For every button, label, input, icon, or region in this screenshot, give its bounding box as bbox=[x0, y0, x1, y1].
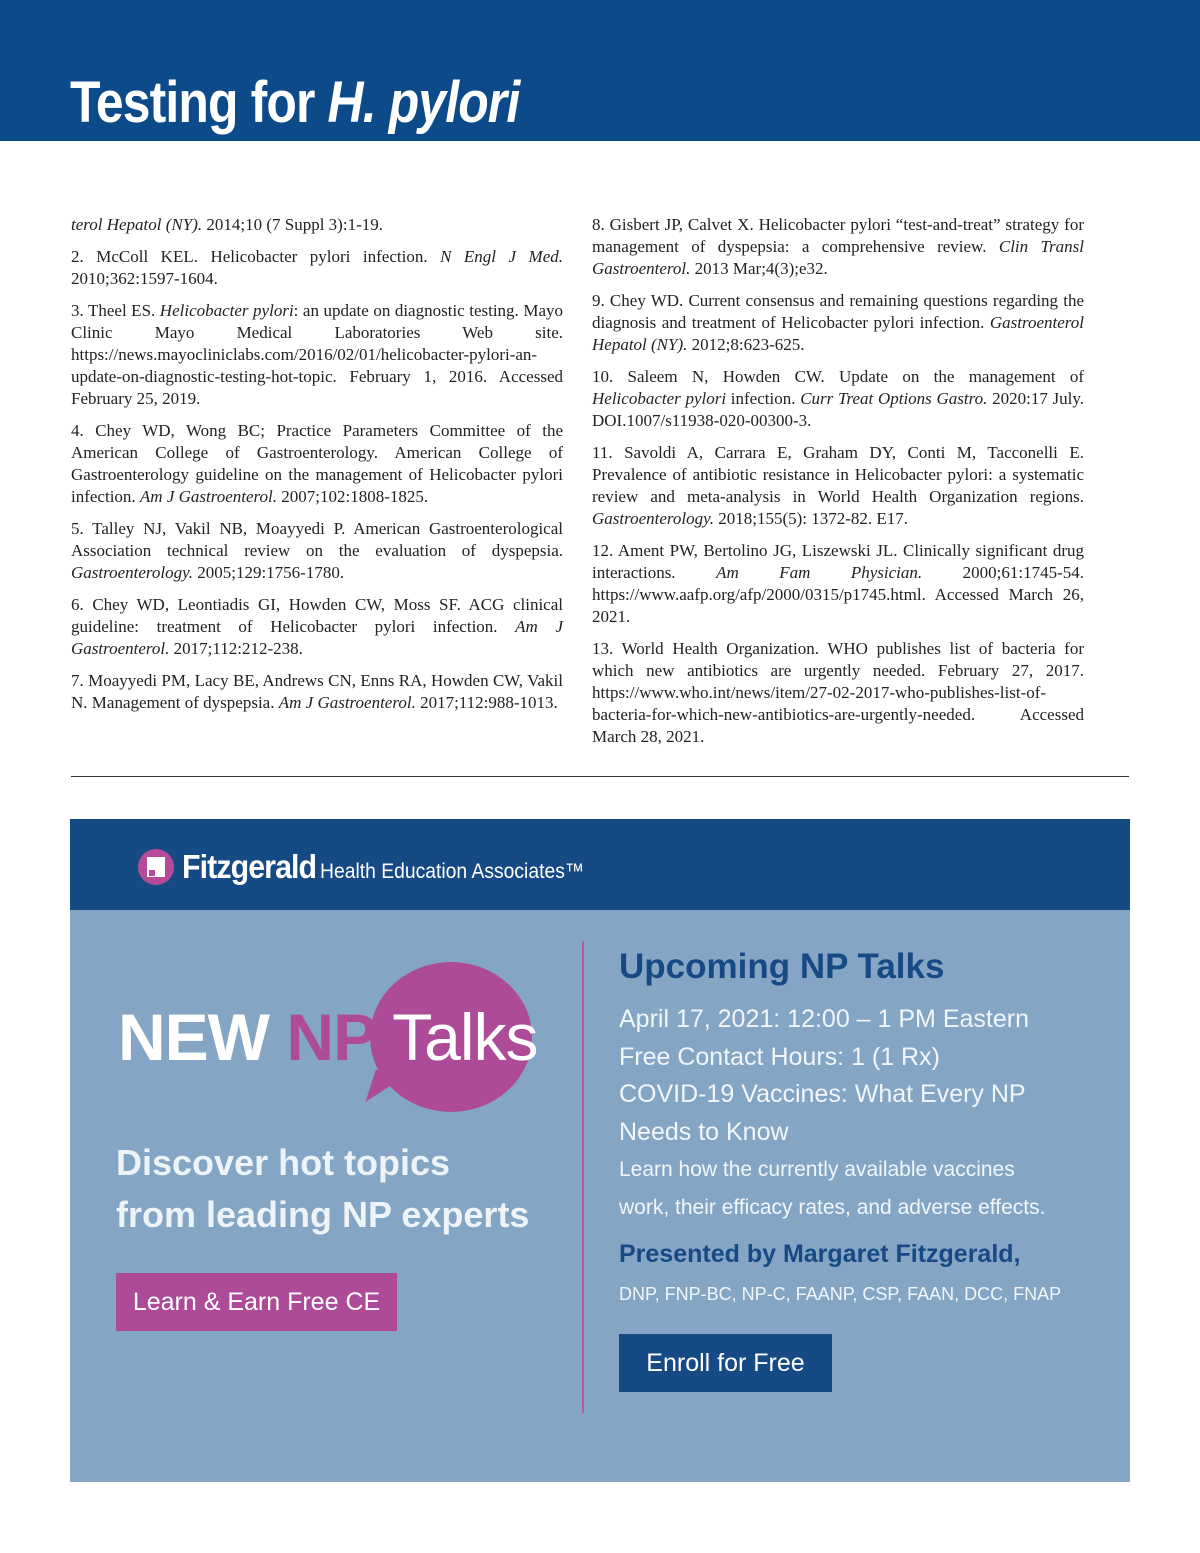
reference-text: Gastroenterol Hepatol (NY). bbox=[592, 313, 1084, 354]
reference-text: Helicobacter pylori bbox=[592, 389, 727, 408]
reference-item bbox=[71, 420, 563, 508]
reference-text: 2007;102:1808-1825. bbox=[277, 487, 429, 506]
reference-text: 8. Gisbert JP, Calvet X. Helicobacter pylori “test-and-treat” strategy for management of dyspepsia: a comprehensive review. bbox=[592, 215, 1084, 256]
reference-text: 12. Ament PW, Bertolino JG, Liszewski JL. Clinically significant drug interactions. bbox=[592, 541, 1084, 582]
reference-item bbox=[71, 300, 563, 410]
reference-text: 5. Talley NJ, Vakil NB, Moayyedi P. American Gastroenterological Association technical review on the evaluation of dyspepsia. bbox=[71, 519, 563, 560]
presenter-credentials: DNP, FNP-BC, NP-C, FAANP, CSP, FAAN, DCC, FNAP bbox=[619, 1284, 1062, 1304]
reference-text: 11. Savoldi A, Carrara E, Graham DY, Conti M, Tacconelli E. Prevalence of antibiotic resistance in Helicobacter pylori: a systematic review and meta-analysis in World Health Organization regions. bbox=[592, 443, 1084, 506]
references-right-column bbox=[592, 214, 1084, 758]
reference-text: 2005;129:1756-1780. bbox=[192, 563, 345, 582]
ad-brand-bar bbox=[70, 819, 1130, 910]
reference-text: Am J Gastroenterol. bbox=[278, 693, 416, 712]
reference-item bbox=[71, 246, 563, 290]
event-topic-line-1: COVID-19 Vaccines: What Every NP bbox=[619, 1080, 1026, 1108]
reference-text: Am J Gastroenterol. bbox=[139, 487, 278, 506]
reference-text: 2020:17 July. DOI.1007/s11938-020-00300-3. bbox=[592, 389, 1085, 430]
reference-item bbox=[592, 290, 1084, 356]
title-np: NP bbox=[286, 1000, 375, 1074]
tagline-line-2: from leading NP experts bbox=[116, 1194, 530, 1235]
reference-text: Clin Transl Gastroenterol. bbox=[592, 237, 1084, 278]
tagline bbox=[116, 1137, 586, 1241]
enroll-button[interactable]: Enroll for Free bbox=[619, 1334, 832, 1392]
presenter-name: Presented by Margaret Fitzgerald, bbox=[619, 1240, 1021, 1268]
reference-text: N Engl J Med. bbox=[440, 247, 564, 266]
reference-text: 2017;112:988-1013. bbox=[415, 693, 558, 712]
reference-text: 2000;61:1745-54. https://www.aafp.org/afp/2000/0315/p1745.html. Accessed March 26, 2021. bbox=[592, 563, 1085, 626]
reference-item bbox=[71, 518, 563, 584]
learn-earn-button[interactable]: Learn & Earn Free CE bbox=[116, 1273, 397, 1331]
reference-text: Am Fam Physician. bbox=[716, 563, 923, 582]
reference-item bbox=[71, 670, 563, 714]
reference-text: : an update on diagnostic testing. Mayo Clinic Mayo Medical Laboratories Web site. https://news.mayocliniclabs.com/2016/02/01/helicobacter-pylori-an-update-on-diagnostic-testing-hot-topic. February 1, 2016. Accessed February 25, 2019. bbox=[71, 301, 563, 408]
reference-text: 3. Theel ES. bbox=[71, 301, 160, 320]
reference-text: 2013 Mar;4(3);e32. bbox=[690, 259, 828, 278]
reference-text: Helicobacter pylori bbox=[159, 301, 294, 320]
reference-text: 6. Chey WD, Leontiadis GI, Howden CW, Moss SF. ACG clinical guideline: treatment of Helicobacter pylori infection. bbox=[71, 595, 563, 636]
brand-name: Fitzgerald bbox=[182, 848, 317, 885]
reference-text: 2017;112:212-238. bbox=[169, 639, 303, 658]
reference-text: 2014;10 (7 Suppl 3):1-19. bbox=[202, 215, 383, 234]
reference-text: 7. Moayyedi PM, Lacy BE, Andrews CN, Enns RA, Howden CW, Vakil N. Management of dyspepsia. bbox=[71, 671, 563, 712]
title-talks: Talks bbox=[392, 1000, 538, 1074]
event-desc-line-1: Learn how the currently available vaccines bbox=[619, 1158, 1015, 1181]
reference-text: 10. Saleem N, Howden CW. Update on the management of bbox=[592, 367, 1084, 386]
event-hours: Free Contact Hours: 1 (1 Rx) bbox=[619, 1042, 940, 1071]
reference-text: 2018;155(5): 1372-82. E17. bbox=[713, 509, 909, 528]
reference-text: Am J Gastroenterol. bbox=[71, 617, 563, 658]
references-left-column bbox=[71, 214, 563, 724]
advertisement[interactable] bbox=[70, 819, 1130, 1482]
reference-text: Gastroenterology. bbox=[71, 563, 193, 582]
reference-text: Gastroenterology. bbox=[592, 509, 714, 528]
reference-text: 13. World Health Organization. WHO publishes list of bacteria for which new antibiotics are urgently needed. February 27, 2017. https://www.who.int/news/item/27-02-2017-who-publishes-list-of-bacteria-for-which-new-antibiotics-are-urgently-needed. Accessed March 28, 2021. bbox=[592, 639, 1084, 746]
np-talks-title bbox=[118, 997, 538, 1077]
reference-text: 4. Chey WD, Wong BC; Practice Parameters Committee of the American College of Gastroenterology. American College of Gastroenterology guideline on the management of Helicobacter pylori infection. bbox=[71, 421, 563, 506]
page-title-prefix: Testing for bbox=[70, 70, 328, 135]
reference-item bbox=[71, 214, 563, 236]
reference-item bbox=[592, 442, 1084, 530]
reference-text: 9. Chey WD. Current consensus and remaining questions regarding the diagnosis and treatment of Helicobacter pylori infection. bbox=[592, 291, 1084, 332]
event-topic-line-2: Needs to Know bbox=[619, 1117, 789, 1146]
reference-text: infection. bbox=[726, 389, 801, 408]
reference-text: 2. McColl KEL. Helicobacter pylori infection. bbox=[71, 247, 441, 266]
event-desc-line-2: work, their efficacy rates, and adverse effects. bbox=[619, 1195, 1046, 1219]
reference-item bbox=[71, 594, 563, 660]
tagline-line-1: Discover hot topics bbox=[116, 1142, 451, 1183]
reference-text: terol Hepatol (NY). bbox=[71, 215, 203, 234]
title-new: NEW bbox=[118, 1000, 269, 1074]
event-description bbox=[619, 1151, 1099, 1226]
fitzgerald-logo-icon bbox=[138, 849, 174, 885]
reference-text: Curr Treat Options Gastro. bbox=[800, 389, 988, 408]
reference-text: 2010;362:1597-1604. bbox=[71, 269, 218, 288]
ad-vertical-divider bbox=[582, 941, 584, 1413]
upcoming-heading: Upcoming NP Talks bbox=[619, 947, 945, 986]
event-date: April 17, 2021: 12:00 – 1 PM Eastern bbox=[619, 1005, 1029, 1033]
reference-item bbox=[592, 366, 1084, 432]
reference-item bbox=[592, 214, 1084, 280]
brand-subtitle: Health Education Associates™ bbox=[320, 860, 585, 883]
page-title bbox=[70, 68, 519, 138]
event-details bbox=[619, 1001, 1099, 1151]
reference-item bbox=[592, 540, 1084, 628]
page-title-italic: H. pylori bbox=[327, 70, 520, 135]
reference-item bbox=[592, 638, 1084, 748]
reference-text: 2012;8:623-625. bbox=[687, 335, 805, 354]
section-divider bbox=[71, 776, 1129, 777]
